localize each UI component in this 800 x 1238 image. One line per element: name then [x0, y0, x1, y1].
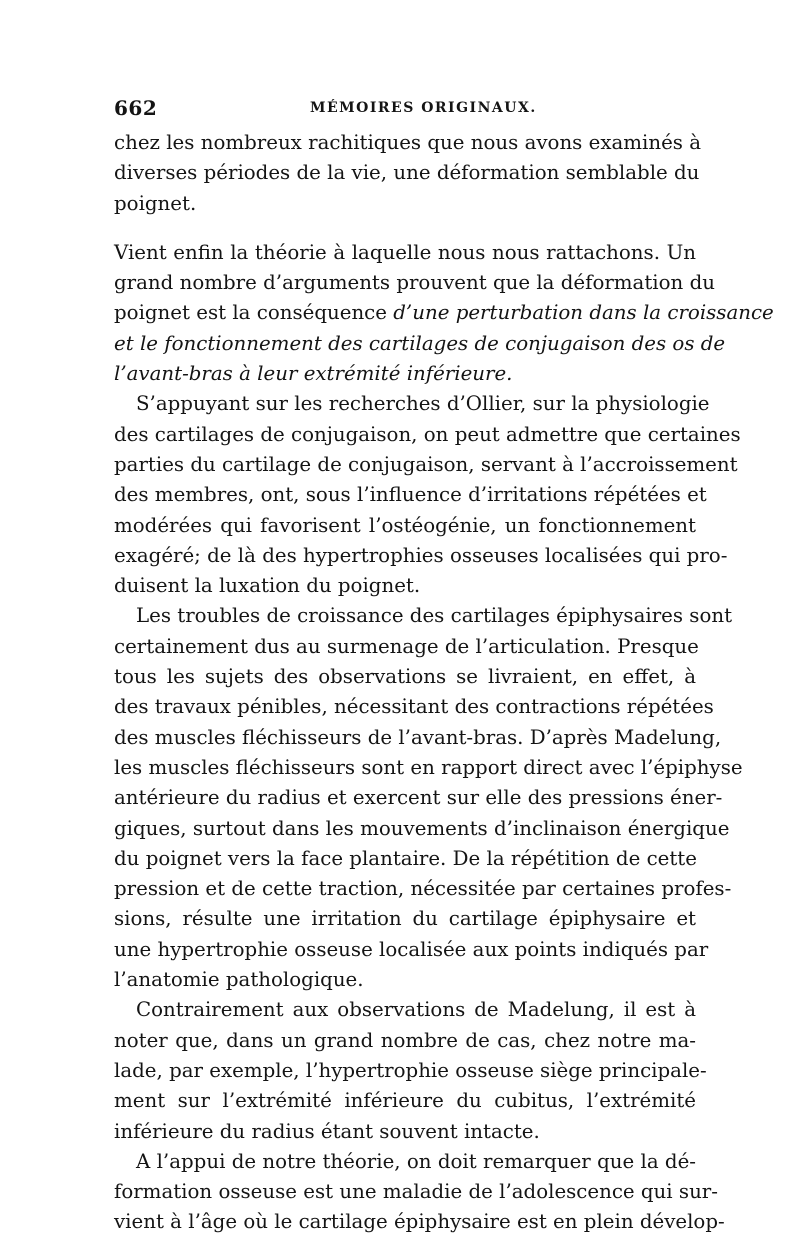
body-text — [114, 128, 774, 1238]
text-line: ment sur l’extrémité inférieure du cubitus, l’extrémité — [114, 1089, 696, 1113]
text-line: des cartilages de conjugaison, on peut admettre que certaines — [114, 422, 741, 446]
text-run: poignet est la conséquence — [114, 301, 394, 325]
text-line: A l’appui de notre théorie, on doit remarquer que la dé- — [136, 1149, 696, 1173]
text-line: grand nombre d’arguments prouvent que la déformation du — [114, 271, 715, 295]
running-title: MÉMOIRES ORIGINAUX. — [310, 100, 537, 116]
paragraph — [114, 601, 743, 995]
paragraph — [114, 1147, 725, 1238]
page-number: 662 — [114, 96, 158, 120]
text-line: des muscles fléchisseurs de l’avant-bras. D’après Madelung, — [114, 725, 722, 749]
running-head — [114, 96, 694, 126]
text-line: poignet. — [114, 191, 197, 215]
text-line: sions, résulte une irritation du cartilage épiphysaire et — [114, 907, 696, 931]
text-line: des membres, ont, sous l’influence d’irritations répétées et — [114, 483, 707, 507]
italic-line: l’avant-bras à leur extrémité inférieure. — [114, 362, 513, 386]
text-line: chez les nombreux rachitiques que nous avons examinés à — [114, 131, 702, 154]
text-line: duisent la luxation du poignet. — [114, 574, 421, 598]
text-line: l’anatomie pathologique. — [114, 968, 364, 992]
text-line: S’appuyant sur les recherches d’Ollier, sur la physiologie — [136, 392, 710, 416]
text-line: modérées qui favorisent l’ostéogénie, un fonctionnement — [114, 513, 696, 537]
text-line: inférieure du radius étant souvent intacte. — [114, 1119, 540, 1143]
text-line: vient à l’âge où le cartilage épiphysaire est en plein dévelop- — [114, 1210, 725, 1234]
text-line: tous les sujets des observations se livraient, en effet, à — [114, 665, 696, 689]
text-line: exagéré; de là des hypertrophies osseuses localisées qui pro- — [114, 543, 728, 567]
text-line: du poignet vers la face plantaire. De la répétition de cette — [114, 846, 697, 870]
text-line: noter que, dans un grand nombre de cas, chez notre ma- — [114, 1028, 696, 1052]
text-line: une hypertrophie osseuse localisée aux points indiqués par — [114, 937, 709, 961]
text-line: les muscles fléchisseurs sont en rapport direct avec l’épiphyse — [114, 755, 743, 779]
text-line: Les troubles de croissance des cartilages épiphysaires sont — [136, 604, 733, 628]
text-line: certainement dus au surmenage de l’articulation. Presque — [114, 634, 699, 658]
text-line — [114, 298, 774, 328]
paragraph — [114, 389, 741, 601]
text-line: pression et de cette traction, nécessitée par certaines profes- — [114, 877, 732, 901]
text-line: des travaux pénibles, nécessitant des contractions répétées — [114, 695, 714, 719]
text-line: formation osseuse est une maladie de l’adolescence qui sur- — [114, 1180, 718, 1204]
italic-run: d’une perturbation dans la croissance — [393, 301, 774, 325]
paragraph — [114, 238, 774, 389]
italic-line: et le fonctionnement des cartilages de conjugaison des os de — [114, 331, 726, 355]
paragraph — [114, 995, 707, 1146]
text-line: giques, surtout dans les mouvements d’inclinaison énergique — [114, 816, 730, 840]
text-line: Contrairement aux observations de Madelung, il est à — [136, 998, 696, 1022]
text-line: Vient enfin la théorie à laquelle nous nous rattachons. Un — [114, 240, 696, 264]
text-line: lade, par exemple, l’hypertrophie osseuse siège principale- — [114, 1058, 707, 1082]
text-line: parties du cartilage de conjugaison, servant à l’accroissement — [114, 452, 738, 476]
text-line: diverses périodes de la vie, une déformation semblable du — [114, 161, 700, 185]
text-line: antérieure du radius et exercent sur elle des pressions éner- — [114, 786, 723, 810]
paragraph-gap — [114, 219, 696, 238]
paragraph — [114, 128, 702, 219]
